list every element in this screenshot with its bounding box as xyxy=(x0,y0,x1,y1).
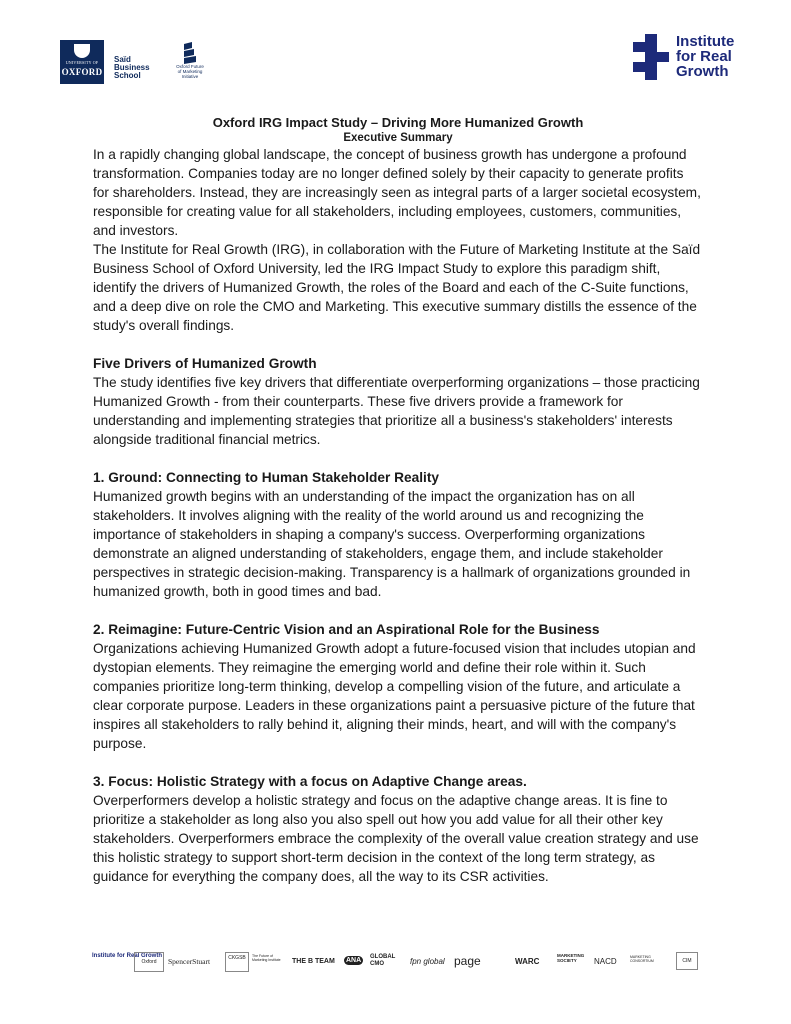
spencerstuart-logo: SpencerStuart xyxy=(168,957,211,966)
crest-shield-icon xyxy=(74,44,90,58)
page-header xyxy=(0,0,791,110)
crest-top-text: UNIVERSITY OF xyxy=(65,60,99,65)
document-title: Oxford IRG Impact Study – Driving More Humanized Growth xyxy=(212,115,584,130)
marketing-society-logo: MARKETING SOCIETY xyxy=(557,953,585,963)
section-heading-focus: 3. Focus: Holistic Strategy with a focus on Adaptive Change areas. xyxy=(93,774,527,789)
document-subtitle: Executive Summary xyxy=(343,132,453,144)
section-text-reimagine: Organizations achieving Humanized Growth adopt a future-focused vision that includes utopian and dystopian elements. They reimagine the emerging world and define their role within it. Such companies prioritize long-term thinking, develop a compelling vision of the future, and articulate a clear corporate purpose. Leaders in these organizations paint a persuasive picture of the future that inspires all stakeholders to rally behind it, aligning their minds, heart, and will with the company's purpose. xyxy=(93,641,696,751)
document-body xyxy=(93,114,703,886)
fomi-logo-text: Oxford Future of Marketing Initiative xyxy=(176,64,204,79)
section-text-focus: Overperformers develop a holistic strategy and focus on the adaptive change areas. It is fine to prioritize a stakeholder as long also you also spell out how you add value for all their other key stakeholders. Overperformers embrace the complexity of the overall value creation strategy and use this holistic strategy to support short-term decision in the context of the long term strategy, as guidance for everything the company does, all the way to its CSR activities. xyxy=(93,793,699,884)
section-text-ground: Humanized growth begins with an understanding of the impact the organization has on all stakeholders. It involves aligning with the reality of the world around us and recognizing the importance of stakeholders in shaping a company's success. Overperforming organizations demonstrate an aligned understanding of stakeholders, engage them, and include stakeholder perspectives in strategic decision-making. Transparency is a hallmark of organizations grounded in humanized growth, both in good times and bad. xyxy=(93,489,691,599)
fpn-global-logo: fpn global xyxy=(410,957,445,966)
irg-logo-icon xyxy=(633,34,669,80)
spacer xyxy=(93,449,703,468)
section-heading-ground: 1. Ground: Connecting to Human Stakeholder Reality xyxy=(93,470,440,485)
irg-footer-logo: Institute for Real Growth xyxy=(92,953,163,959)
small-text-logo: The Future of Marketing Institute xyxy=(252,954,281,962)
oxford-crest-logo xyxy=(60,40,104,84)
oxford-footer-logo: Oxford xyxy=(134,952,164,972)
nacd-logo: NACD xyxy=(594,957,617,966)
last-footer-logo: CIM xyxy=(676,952,698,970)
ckgsb-logo: CKGSB xyxy=(225,952,249,972)
warc-logo: WARC xyxy=(515,957,540,966)
section-heading-reimagine: 2. Reimagine: Future-Centric Vision and an Aspirational Role for the Business xyxy=(93,622,600,637)
intro-paragraph-2: The Institute for Real Growth (IRG), in collaboration with the Future of Marketing Institute at the Saïd Business School of Oxford University, led the IRG Impact Study to explore this paradigm shift, identify the drivers of Humanized Growth, the roles of the Board and each of the C-Suite functions, and a deep dive on role the CMO and Marketing. This executive summary distills the essence of the study's overall findings. xyxy=(93,242,701,333)
irg-logo-text: Institute for Real Growth xyxy=(676,33,735,80)
section-heading-drivers: Five Drivers of Humanized Growth xyxy=(93,356,317,371)
fomi-logo-icon xyxy=(178,42,200,64)
said-business-school-logo-text: Saïd Business School xyxy=(114,55,150,80)
partner-logos-footer xyxy=(92,950,702,976)
small-logo-2: MARKETING CONSORTIUM xyxy=(630,955,654,963)
section-text-drivers: The study identifies five key drivers that differentiate overperforming organizations – those practicing Humanized Growth - from their counterparts. These five drivers provide a framework for understanding and implementing strategies that prioritize all a business's stakeholders' interests alongside traditional financial metrics. xyxy=(93,375,700,447)
b-team-logo: THE B TEAM xyxy=(292,958,335,965)
crest-name-text: OXFORD xyxy=(61,67,103,77)
spacer xyxy=(93,335,703,354)
global-cmo-logo: GLOBAL CMO xyxy=(370,954,396,967)
spacer xyxy=(93,601,703,620)
ana-logo: ANA xyxy=(346,957,362,964)
page-logo: page xyxy=(454,954,481,968)
spacer xyxy=(93,753,703,772)
intro-paragraph-1: In a rapidly changing global landscape, the concept of business growth has undergone a profound transformation. Companies today are no longer defined solely by their capacity to generate profits for shareholders. Instead, they are increasingly seen as integral parts of a larger societal ecosystem, responsible for creating value for all stakeholders, including employees, customers, communities, and investors. xyxy=(93,147,701,238)
